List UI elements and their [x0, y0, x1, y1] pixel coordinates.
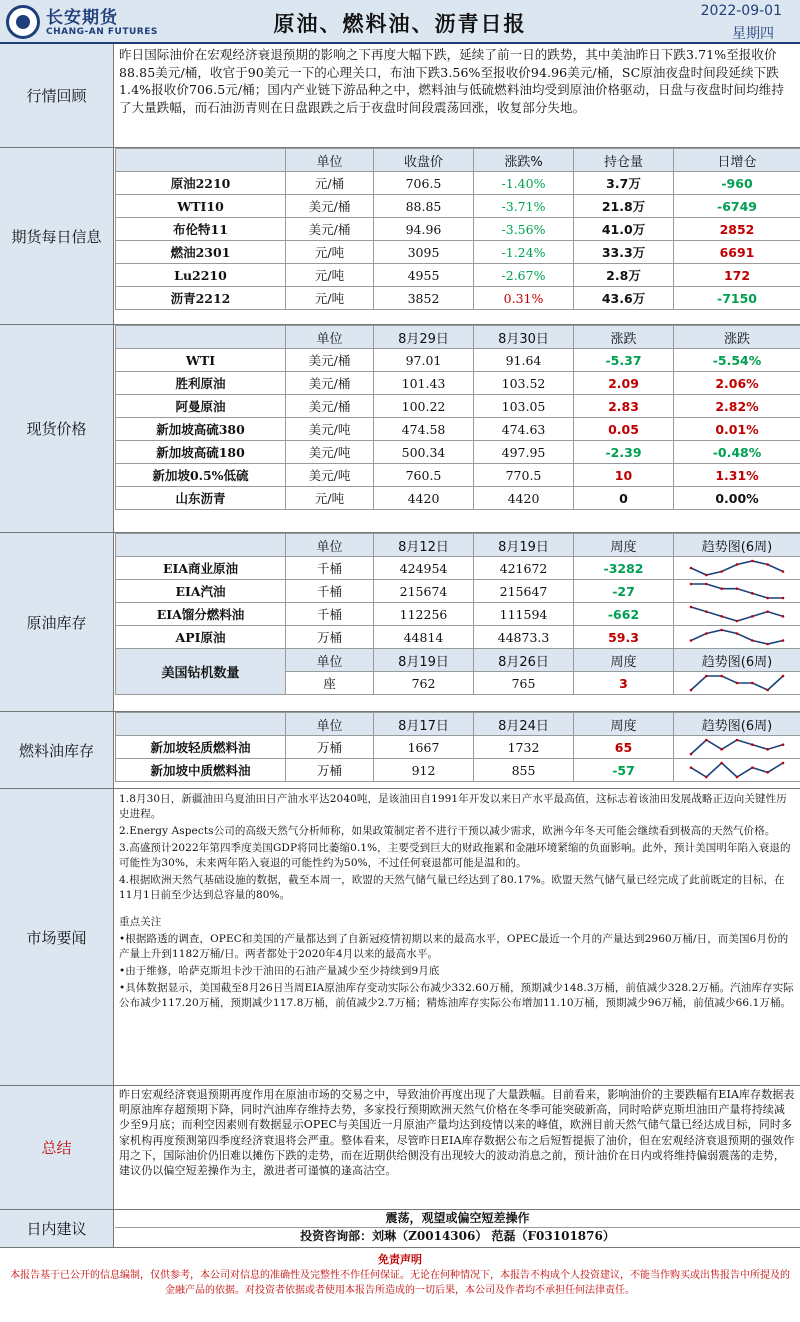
futures-row	[116, 287, 800, 310]
column-header: 单位	[286, 149, 374, 172]
daily-oi-change: -960	[674, 172, 800, 195]
contract-name: 布伦特11	[116, 218, 286, 241]
sparkline-point	[690, 639, 693, 642]
futures-row	[116, 195, 800, 218]
sparkline-point	[705, 583, 708, 586]
daily-oi-change: -6749	[674, 195, 800, 218]
fuel-header-row	[116, 713, 800, 736]
column-header: 8月29日	[374, 326, 474, 349]
trend-sparkline	[674, 557, 800, 580]
contract-name: 原油2210	[116, 172, 286, 195]
unit: 千桶	[286, 603, 374, 626]
sparkline-point	[782, 597, 785, 600]
review-label: 行情回顾	[0, 44, 114, 147]
unit: 万桶	[286, 736, 374, 759]
contract-name: WTI10	[116, 195, 286, 218]
sparkline-point	[766, 597, 769, 600]
spot-header-row	[116, 326, 800, 349]
sparkline-point	[751, 743, 754, 746]
rig-d2: 765	[474, 672, 574, 695]
daily-oi-change: 2852	[674, 218, 800, 241]
inventory-header-row	[116, 534, 800, 557]
item-name: EIA汽油	[116, 580, 286, 603]
sparkline-point	[782, 639, 785, 642]
sparkline-line	[691, 607, 783, 621]
column-header	[116, 713, 286, 736]
sparkline-point	[751, 560, 754, 563]
price-d1: 474.58	[374, 418, 474, 441]
unit: 万桶	[286, 626, 374, 649]
close-price: 706.5	[374, 172, 474, 195]
company-logo-icon	[6, 5, 40, 39]
advice-label: 日内建议	[0, 1210, 114, 1247]
value-d2: 1732	[474, 736, 574, 759]
sparkline-point	[690, 606, 693, 609]
sparkline-point	[705, 776, 708, 779]
column-header: 8月19日	[474, 534, 574, 557]
summary-section	[0, 1086, 800, 1210]
rig-weekly-change: 3	[574, 672, 674, 695]
spot-name: 胜利原油	[116, 372, 286, 395]
open-interest: 3.7万	[574, 172, 674, 195]
column-header: 单位	[286, 713, 374, 736]
spot-row	[116, 395, 800, 418]
unit: 美元/吨	[286, 464, 374, 487]
column-header: 8月26日	[474, 649, 574, 672]
close-price: 4955	[374, 264, 474, 287]
sparkline-point	[690, 583, 693, 586]
fuel-label: 燃料油库存	[0, 712, 114, 788]
weekly-change: -27	[574, 580, 674, 603]
review-text: 昨日国际油价在宏观经济衰退预期的影响之下再度大幅下跌，延续了前一日的跌势，其中美油昨日下跌3.71%至报收价88.85美元/桶，收官于90美元一下的心理关口，布油下跌3.56%至报收价94.96美元/桶，SC原油夜盘时间段延续下跌1.4%报收价706.5元/桶；国内产业链下游品种之中，燃料油与低硫燃料油均受到原油价格驱动，日盘与夜盘时间均维持了大量跌幅，而石油沥青则在日盘跟跌之后于夜盘时间段震荡回涨，收复部分失地。	[119, 47, 784, 115]
report-weekday: 星期四	[732, 26, 774, 42]
value-d1: 215674	[374, 580, 474, 603]
unit: 美元/桶	[286, 349, 374, 372]
column-header: 单位	[286, 534, 374, 557]
report-header	[0, 0, 800, 44]
futures-section	[0, 148, 800, 325]
sparkline-point	[782, 743, 785, 746]
sparkline-point	[751, 592, 754, 595]
price-d1: 760.5	[374, 464, 474, 487]
sparkline-point	[720, 587, 723, 590]
sparkline-point	[720, 762, 723, 765]
daily-oi-change: 172	[674, 264, 800, 287]
inventory-row	[116, 603, 800, 626]
daily-oi-change: -7150	[674, 287, 800, 310]
advice-analysts: 投资咨询部：刘琳（Z0014306） 范磊（F03101876）	[300, 1229, 615, 1243]
column-header	[116, 534, 286, 557]
report-title: 原油、燃料油、沥青日报	[273, 12, 527, 36]
sparkline-point	[766, 771, 769, 774]
trend-sparkline	[674, 736, 800, 759]
rig-count-name: 美国钻机数量	[116, 649, 286, 695]
fuel-table	[115, 712, 800, 782]
news-item: 2.Energy Aspects公司的高级天然气分析师称，如果政策制定者不进行干预以减少需求，欧洲今年冬天可能会继续看到极高的天然气价格。	[119, 825, 776, 837]
sparkline-point	[690, 567, 693, 570]
disclaimer-section	[0, 1248, 800, 1322]
sparkline-point	[705, 574, 708, 577]
price-change-pct: 0.00%	[674, 487, 800, 510]
contract-name: 沥青2212	[116, 287, 286, 310]
close-price: 88.85	[374, 195, 474, 218]
sparkline-point	[782, 762, 785, 765]
price-d2: 91.64	[474, 349, 574, 372]
price-d2: 770.5	[474, 464, 574, 487]
price-change-pct: 0.01%	[674, 418, 800, 441]
inventory-table	[115, 533, 800, 695]
futures-label: 期货每日信息	[0, 148, 114, 324]
unit: 美元/桶	[286, 372, 374, 395]
sparkline-point	[751, 639, 754, 642]
sparkline-point	[766, 689, 769, 692]
news-item: 3.高盛预计2022年第四季度美国GDP将同比萎缩0.1%，主要受到巨大的财政拖累和金融环境紧缩的负面影响。此外，预计美国明年陷入衰退的可能性为30%，未来两年陷入衰退的可能性约为50%，不过任何衰退都可能是温和的。	[119, 842, 791, 869]
fuel-row	[116, 759, 800, 782]
futures-header-row	[116, 149, 800, 172]
sparkline-point	[751, 682, 754, 685]
spot-row	[116, 487, 800, 510]
spot-name: 新加坡高硫380	[116, 418, 286, 441]
price-d1: 101.43	[374, 372, 474, 395]
price-d1: 500.34	[374, 441, 474, 464]
spot-name: 新加坡0.5%低硫	[116, 464, 286, 487]
sparkline-line	[691, 630, 783, 644]
report-date: 2022-09-01	[700, 3, 782, 19]
unit: 元/吨	[286, 287, 374, 310]
price-change: -5.37	[574, 349, 674, 372]
focus-item: •由于维修，哈萨克斯坦卡沙干油田的石油产量减少至少持续到9月底	[119, 965, 440, 977]
value-d1: 1667	[374, 736, 474, 759]
inventory-row	[116, 580, 800, 603]
weekly-change: -662	[574, 603, 674, 626]
column-header: 日增仓	[674, 149, 800, 172]
price-d1: 4420	[374, 487, 474, 510]
rig-unit: 座	[286, 672, 374, 695]
price-change-pct: 1.31%	[674, 464, 800, 487]
change-pct: -1.40%	[474, 172, 574, 195]
sparkline-point	[736, 739, 739, 742]
weekly-change: 59.3	[574, 626, 674, 649]
trend-sparkline	[674, 759, 800, 782]
open-interest: 43.6万	[574, 287, 674, 310]
value-d2: 111594	[474, 603, 574, 626]
item-name: EIA馏分燃料油	[116, 603, 286, 626]
sparkline-point	[766, 643, 769, 646]
price-change: 2.83	[574, 395, 674, 418]
disclaimer-text: 本报告基于已公开的信息编制，仅供参考，本公司对信息的准确性及完整性不作任何保证。无论在何种情况下，本报告不构成个人投资建议，不能当作购买或出售报告中所提及的金融产品的依据。对投资者依据或者使用本报告所造成的一切后果，本公司及作者均不承担任何法律责任。	[10, 1270, 790, 1296]
column-header: 8月30日	[474, 326, 574, 349]
change-pct: -3.56%	[474, 218, 574, 241]
unit: 美元/桶	[286, 218, 374, 241]
advice-operation: 震荡，观望或偏空短差操作	[115, 1210, 800, 1228]
spot-name: WTI	[116, 349, 286, 372]
column-header: 趋势图(6周)	[674, 713, 800, 736]
logo-text-en: CHANG-AN FUTURES	[46, 27, 158, 37]
price-d1: 97.01	[374, 349, 474, 372]
price-change: 0.05	[574, 418, 674, 441]
value-d1: 424954	[374, 557, 474, 580]
column-header: 8月24日	[474, 713, 574, 736]
inventory-section	[0, 533, 800, 712]
contract-name: 燃油2301	[116, 241, 286, 264]
column-header: 8月19日	[374, 649, 474, 672]
price-change: 10	[574, 464, 674, 487]
column-header: 单位	[286, 326, 374, 349]
sparkline-point	[705, 610, 708, 613]
price-d2: 103.52	[474, 372, 574, 395]
fuel-row	[116, 736, 800, 759]
sparkline-point	[705, 632, 708, 635]
spot-row	[116, 464, 800, 487]
item-name: EIA商业原油	[116, 557, 286, 580]
column-header	[116, 326, 286, 349]
unit: 元/桶	[286, 172, 374, 195]
sparkline-point	[736, 563, 739, 566]
unit: 元/吨	[286, 264, 374, 287]
contract-name: Lu2210	[116, 264, 286, 287]
disclaimer-title: 免责声明	[378, 1253, 422, 1266]
futures-table	[115, 148, 800, 310]
spot-table	[115, 325, 800, 510]
value-d2: 421672	[474, 557, 574, 580]
futures-row	[116, 241, 800, 264]
rig-trend-sparkline	[674, 672, 800, 695]
sparkline-point	[782, 615, 785, 618]
spot-row	[116, 372, 800, 395]
sparkline-point	[720, 629, 723, 632]
price-d2: 4420	[474, 487, 574, 510]
sparkline-point	[736, 682, 739, 685]
sparkline-point	[720, 615, 723, 618]
column-header: 周度	[574, 534, 674, 557]
trend-sparkline	[674, 580, 800, 603]
unit: 元/吨	[286, 487, 374, 510]
value-d2: 215647	[474, 580, 574, 603]
sparkline-point	[766, 748, 769, 751]
news-item: 4.根据欧洲天然气基础设施的数据，截至本周一，欧盟的天然气储气量已经达到了80.17%。欧盟天然气储气量已经完成了此前既定的目标，在11月1日前至少达到总容量的80%。	[119, 874, 785, 901]
value-d1: 44814	[374, 626, 474, 649]
column-header: 8月17日	[374, 713, 474, 736]
price-change-pct: -5.54%	[674, 349, 800, 372]
spot-row	[116, 349, 800, 372]
value-d1: 912	[374, 759, 474, 782]
column-header: 周度	[574, 649, 674, 672]
column-header: 涨跌	[674, 326, 800, 349]
focus-item: •根据路透的调查，OPEC和美国的产量都达到了自新冠疫情初期以来的最高水平，OPEC最近一个月的产量达到2960万桶/日，而美国6月份的产量上升到1182万桶/日。两者都处于2020年4月以来的最高水平。	[119, 933, 789, 960]
futures-row	[116, 218, 800, 241]
sparkline-point	[736, 587, 739, 590]
inventory-row	[116, 557, 800, 580]
open-interest: 21.8万	[574, 195, 674, 218]
news-label: 市场要闻	[0, 789, 114, 1085]
value-d2: 44873.3	[474, 626, 574, 649]
weekly-change: -3282	[574, 557, 674, 580]
sparkline-point	[705, 675, 708, 678]
close-price: 3852	[374, 287, 474, 310]
value-d1: 112256	[374, 603, 474, 626]
column-header: 收盘价	[374, 149, 474, 172]
spot-row	[116, 418, 800, 441]
change-pct: 0.31%	[474, 287, 574, 310]
price-d1: 100.22	[374, 395, 474, 418]
sparkline-point	[720, 675, 723, 678]
advice-section	[0, 1210, 800, 1248]
change-pct: -1.24%	[474, 241, 574, 264]
spot-label: 现货价格	[0, 325, 114, 532]
item-name: API原油	[116, 626, 286, 649]
column-header: 单位	[286, 649, 374, 672]
column-header: 涨跌%	[474, 149, 574, 172]
fuel-section	[0, 712, 800, 789]
change-pct: -2.67%	[474, 264, 574, 287]
sparkline-line	[691, 584, 783, 598]
logo-text-cn: 长安期货	[46, 8, 118, 28]
daily-oi-change: 6691	[674, 241, 800, 264]
futures-row	[116, 172, 800, 195]
sparkline-point	[690, 766, 693, 769]
spot-row	[116, 441, 800, 464]
price-d2: 103.05	[474, 395, 574, 418]
sparkline-point	[720, 748, 723, 751]
item-name: 新加坡轻质燃料油	[116, 736, 286, 759]
sparkline-line	[691, 561, 783, 575]
weekly-change: 65	[574, 736, 674, 759]
sparkline-point	[736, 632, 739, 635]
change-pct: -3.71%	[474, 195, 574, 218]
unit: 元/吨	[286, 241, 374, 264]
weekly-change: -57	[574, 759, 674, 782]
sparkline-point	[766, 563, 769, 566]
trend-sparkline	[674, 626, 800, 649]
news-item: 1.8月30日，新疆油田乌夏油田日产油水平达2040吨，是该油田自1991年开发以来日产水平最高值，这标志着该油田发展战略正迈向关键性历史进程。	[119, 793, 787, 820]
trend-sparkline	[674, 603, 800, 626]
open-interest: 41.0万	[574, 218, 674, 241]
sparkline-point	[690, 689, 693, 692]
column-header: 趋势图(6周)	[674, 649, 800, 672]
close-price: 3095	[374, 241, 474, 264]
sparkline-point	[766, 610, 769, 613]
unit: 美元/吨	[286, 441, 374, 464]
inventory-row	[116, 626, 800, 649]
column-header: 周度	[574, 713, 674, 736]
focus-item: •具体数据显示，美国截至8月26日当周EIA原油库存变动实际公布减少332.60万桶，预期减少148.3万桶，前值减少328.2万桶。汽油库存实际公布减少117.20万桶，预期减少117.8万桶，前值减少2.7万桶；精炼油库存实际公布增加11.10万桶，预期减少96万桶，前值减少66.1万桶。	[119, 982, 794, 1009]
spot-name: 阿曼原油	[116, 395, 286, 418]
sparkline-line	[691, 740, 783, 754]
sparkline-point	[751, 615, 754, 618]
futures-row	[116, 264, 800, 287]
unit: 美元/桶	[286, 195, 374, 218]
sparkline-point	[690, 753, 693, 756]
sparkline-line	[691, 763, 783, 777]
price-change-pct: -0.48%	[674, 441, 800, 464]
price-change: -2.39	[574, 441, 674, 464]
sparkline-point	[751, 766, 754, 769]
sparkline-point	[736, 620, 739, 623]
value-d2: 855	[474, 759, 574, 782]
column-header: 持仓量	[574, 149, 674, 172]
unit: 千桶	[286, 557, 374, 580]
column-header: 涨跌	[574, 326, 674, 349]
price-change-pct: 2.82%	[674, 395, 800, 418]
focus-title: 重点关注	[119, 916, 162, 928]
sparkline-point	[736, 776, 739, 779]
open-interest: 2.8万	[574, 264, 674, 287]
price-change-pct: 2.06%	[674, 372, 800, 395]
price-change: 2.09	[574, 372, 674, 395]
sparkline-point	[782, 570, 785, 573]
summary-text: 昨日宏观经济衰退预期再度作用在原油市场的交易之中，导致油价再度出现了大量跌幅。目前看来，影响油价的主要跌幅有EIA库存数据表明原油库存超预期下降，同时汽油库存维持去势，多家投行预期欧洲天然气价格在冬季可能突破新高，同时哈萨克斯坦油田产量将持续减少至9月底；而利空因素则有数据显示OPEC与美国近一月原油产量均达到疫情以来的峰值，欧洲目前天然气储气量已经达成目标，同时多家机构再度预测第四季度经济衰退将会严重。整体看来，尽管昨日EIA库存数据公布之后短暂提振了油价，但在宏观经济衰退预期的强效作用之下，国际油价仍旧难以摊伤下跌的走势，而在近期供给侧没有出现较大的波动消息之前，预计油价在日内或将维持偏弱震荡的走势，建议仍以偏空短差操作为主，激进者可谨慎的逢高沽空。	[119, 1088, 795, 1178]
spot-section	[0, 325, 800, 533]
close-price: 94.96	[374, 218, 474, 241]
rig-header-row	[116, 649, 800, 672]
inventory-label: 原油库存	[0, 533, 114, 711]
column-header: 8月12日	[374, 534, 474, 557]
price-change: 0	[574, 487, 674, 510]
unit: 千桶	[286, 580, 374, 603]
open-interest: 33.3万	[574, 241, 674, 264]
price-d2: 474.63	[474, 418, 574, 441]
rig-d1: 762	[374, 672, 474, 695]
unit: 万桶	[286, 759, 374, 782]
news-section	[0, 789, 800, 1086]
item-name: 新加坡中质燃料油	[116, 759, 286, 782]
spot-name: 新加坡高硫180	[116, 441, 286, 464]
price-d2: 497.95	[474, 441, 574, 464]
sparkline-point	[705, 739, 708, 742]
summary-label: 总结	[0, 1086, 114, 1209]
unit: 美元/桶	[286, 395, 374, 418]
spot-name: 山东沥青	[116, 487, 286, 510]
sparkline-point	[782, 675, 785, 678]
unit: 美元/吨	[286, 418, 374, 441]
sparkline-point	[720, 570, 723, 573]
review-section	[0, 44, 800, 148]
column-header: 趋势图(6周)	[674, 534, 800, 557]
column-header	[116, 149, 286, 172]
